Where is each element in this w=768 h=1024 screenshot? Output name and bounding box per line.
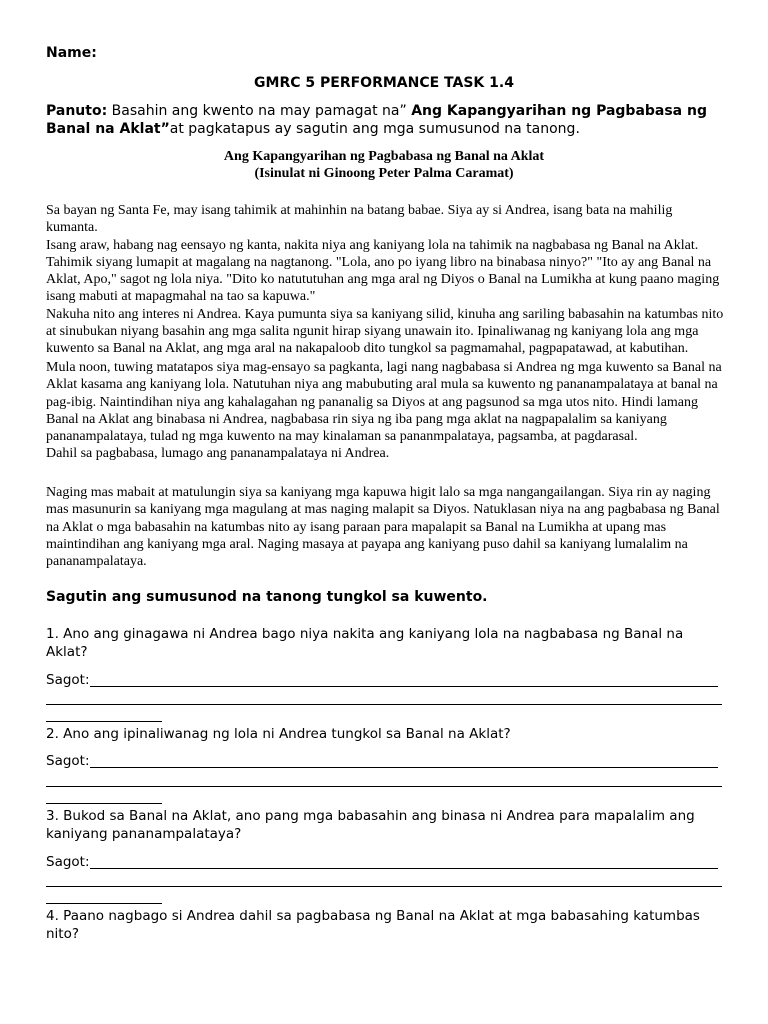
instructions bbox=[46, 102, 726, 138]
instructions-story-title: Ang Kapangyarihan ng Pagbabasa ng Banal na Aklat” bbox=[46, 103, 707, 137]
story-paragraph-1: Sa bayan ng Santa Fe, may isang tahimik at mahinhin na batang babae. Siya ay si Andrea, isang bata na mahilig kumanta. Isang araw, habang nag eensayo ng kanta, nakita niya ang kaniyang lola na tahimik na nagbabasa ng Banal na Aklat. Tahimik siyang lumapit at magalang na nagtanong. "Lola, ano po iyang libro na binabasa ninyo?" "Ito ay ang Banal na Aklat, Apo," sagot ng lola niya. "Dito ko natututuhan ang mga aral ng Diyos o Banal na Lumikha at kung paano maging isang mabuti at mapagmahal na tao sa kapuwa." Nakuha nito ang interes ni Andrea. Kaya pumunta siya sa kaniyang silid, kinuha ang sariling babasahin na katumbas nito at sinubukan niyang basahin ang mga salita ngunit hirap siyang unawain ito. Ipinaliwanag ng kaniyang lola ang mga kuwento sa Banal na Aklat, ang mga aral na nakapaloob dito tungkol sa pagmamahal, pagpapatawad, at kabutihan. bbox=[46, 203, 724, 357]
answer-label-2: Sagot: bbox=[46, 753, 90, 769]
question-4: 4. Paano nagbago si Andrea dahil sa pagbabasa ng Banal na Aklat at mga babasahing katumbas nito? bbox=[46, 908, 700, 942]
instructions-text-after: at pagkatapus ay sagutin ang mga sumusunod na tanong. bbox=[169, 121, 580, 137]
question-2: 2. Ano ang ipinaliwanag ng lola ni Andrea tungkol sa Banal na Aklat? bbox=[46, 726, 511, 742]
question-3: 3. Bukod sa Banal na Aklat, ano pang mga babasahin ang binasa ni Andrea para mapalalim ang kaniyang pananampalataya? bbox=[46, 808, 695, 842]
questions-heading: Sagutin ang sumusunod na tanong tungkol sa kuwento. bbox=[46, 589, 488, 605]
story-heading bbox=[0, 148, 768, 182]
answer-line-2b[interactable] bbox=[46, 786, 722, 787]
story-author: (Isinulat ni Ginoong Peter Palma Caramat) bbox=[254, 166, 514, 181]
answer-line-2c[interactable] bbox=[46, 803, 162, 804]
answer-line-3b[interactable] bbox=[46, 886, 722, 887]
story-title: Ang Kapangyarihan ng Pagbabasa ng Banal na Aklat bbox=[223, 149, 545, 164]
answer-line-1a[interactable] bbox=[90, 686, 718, 687]
answer-line-3c[interactable] bbox=[46, 903, 162, 904]
answer-label-1: Sagot: bbox=[46, 672, 90, 688]
answer-line-1b[interactable] bbox=[46, 704, 722, 705]
story-paragraph-2: Mula noon, tuwing matatapos siya mag-ensayo sa pagkanta, lagi nang nagbabasa si Andrea ng mga kuwento sa Banal na Aklat kasama ang kaniyang lola. Natutuhan niya ang mabubuting aral mula sa kuwento ng pananampalataya at banal na pag-ibig. Naintindihan niya ang kahalagahan ng pananalig sa Diyos at ang pagsunod sa mga utos nito. Hindi lamang Banal na Aklat ang binabasa ni Andrea, nagbabasa rin siya ng iba pang mga aklat na nagpapalalim sa kaniyang pananampalataya, tulad ng mga kuwento na may kinalaman sa pananmpalataya, pagsamba, at pagdarasal. Dahil sa pagbabasa, lumago ang pananampalataya ni Andrea. bbox=[46, 360, 722, 462]
story-paragraph-3: Naging mas mabait at matulungin siya sa kaniyang mga kapuwa higit lalo sa mga nangangailangan. Siya rin ay naging mas masunurin sa kaniyang mga magulang at mas naging malapit sa Diyos. Natuklasan niya na ang pagbabasa ng Banal na Aklat o mga babasahin na katumbas nito ay isang paraan para mapalapit sa Banal na Lumikha at upang mas maintindihan ang kaniyang mga aral. Naging masaya at payapa ang kaniyang puso dahil sa kaniyang lumalalim na pananampalataya. bbox=[46, 485, 720, 570]
name-label: Name: bbox=[46, 45, 97, 61]
instructions-text-before: Basahin ang kwento na may pamagat na” bbox=[107, 103, 412, 119]
instructions-label: Panuto: bbox=[46, 103, 108, 119]
answer-line-2a[interactable] bbox=[90, 767, 718, 768]
answer-label-3: Sagot: bbox=[46, 854, 90, 870]
answer-line-3a[interactable] bbox=[90, 868, 718, 869]
answer-line-1c[interactable] bbox=[46, 721, 162, 722]
question-1: 1. Ano ang ginagawa ni Andrea bago niya nakita ang kaniyang lola na nagbabasa ng Banal na Aklat? bbox=[46, 626, 684, 660]
document-title: GMRC 5 PERFORMANCE TASK 1.4 bbox=[254, 75, 514, 91]
